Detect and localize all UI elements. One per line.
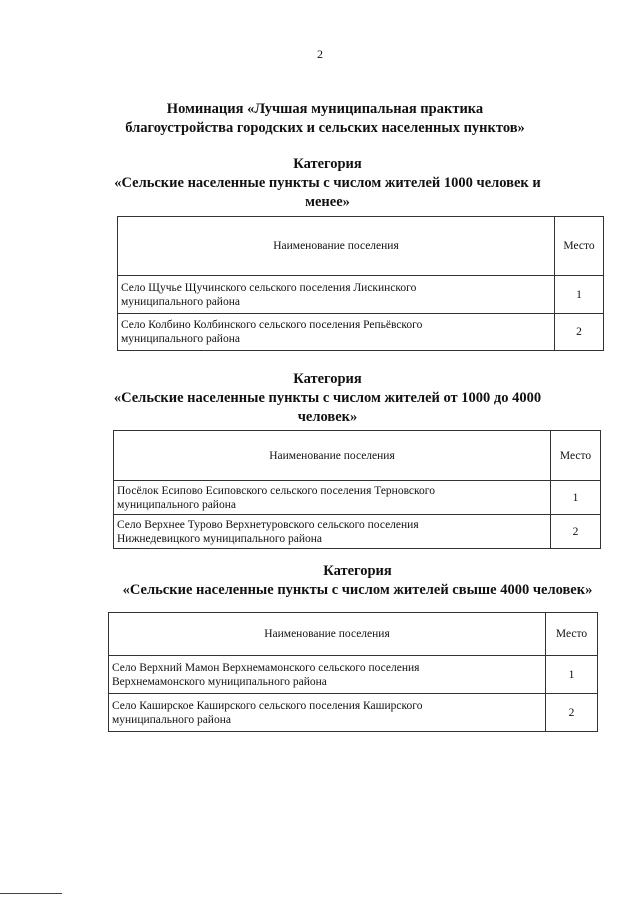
nomination-heading — [90, 100, 560, 138]
category-heading-1 — [95, 155, 560, 212]
settlement-name-cell — [109, 656, 546, 694]
place-cell: 1 — [555, 276, 604, 314]
category-title-line-2: человек» — [297, 409, 358, 425]
settlement-name-line-1: Посёлок Есипово Есиповского сельского поселения Терновского — [117, 484, 435, 497]
category-title-line-1: «Сельские населенные пункты с числом жителей свыше 4000 человек» — [122, 582, 593, 598]
settlement-name-cell — [114, 481, 551, 515]
place-cell: 2 — [551, 515, 601, 549]
category-heading-3 — [95, 562, 620, 600]
table-row — [114, 481, 601, 515]
settlement-name-line-2: Верхнемамонского муниципального района — [112, 675, 327, 688]
ranking-table-1 — [117, 216, 604, 351]
settlement-name-line-1: Село Колбино Колбинского сельского поселения Репьёвского — [121, 319, 423, 331]
place-cell: 2 — [546, 694, 598, 732]
ranking-table-2 — [113, 430, 601, 549]
settlement-name-cell — [114, 515, 551, 549]
header-name: Наименование поселения — [109, 613, 546, 656]
settlement-name-cell — [118, 314, 555, 351]
table-row — [118, 276, 604, 314]
place-cell: 1 — [551, 481, 601, 515]
category-heading-2 — [100, 370, 555, 427]
table-row — [109, 656, 598, 694]
settlement-name-line-1: Село Верхнее Турово Верхнетуровского сельского поселения — [117, 518, 419, 531]
page-number: 2 — [317, 47, 323, 61]
table-row — [118, 314, 604, 351]
settlement-name-cell — [109, 694, 546, 732]
settlement-name-line-2: Нижнедевицкого муниципального района — [117, 532, 322, 545]
category-title-line-1: «Сельские населенные пункты с числом жителей 1000 человек и — [114, 175, 541, 191]
header-name: Наименование поселения — [114, 431, 551, 481]
table-row — [109, 694, 598, 732]
table-row — [114, 515, 601, 549]
header-place: Место — [555, 217, 604, 276]
category-label: Категория — [293, 156, 362, 172]
ranking-table-3 — [108, 612, 598, 732]
nomination-line-1: Номинация «Лучшая муниципальная практика — [166, 101, 484, 117]
table-header-row — [109, 613, 598, 656]
settlement-name-line-1: Село Щучье Щучинского сельского поселения Лискинского — [121, 281, 417, 294]
settlement-name-cell — [118, 276, 555, 314]
category-label: Категория — [293, 371, 362, 387]
header-place: Место — [546, 613, 598, 656]
category-label: Категория — [323, 563, 392, 579]
footer-rule — [0, 893, 62, 894]
settlement-name-line-1: Село Верхний Мамон Верхнемамонского сельского поселения — [112, 661, 420, 674]
category-title-line-1: «Сельские населенные пункты с числом жителей от 1000 до 4000 — [113, 390, 542, 406]
header-name: Наименование поселения — [118, 217, 555, 276]
header-place: Место — [551, 431, 601, 481]
settlement-name-line-2: муниципального района — [117, 498, 236, 511]
settlement-name-line-2: муниципального района — [112, 713, 231, 726]
table-header-row — [114, 431, 601, 481]
settlement-name-line-1: Село Каширское Каширского сельского поселения Каширского — [112, 699, 423, 712]
category-title-line-2: менее» — [305, 194, 350, 210]
nomination-line-2: благоустройства городских и сельских населенных пунктов» — [125, 120, 525, 136]
table-header-row — [118, 217, 604, 276]
settlement-name-line-2: муниципального района — [121, 295, 240, 308]
place-cell: 1 — [546, 656, 598, 694]
place-cell: 2 — [555, 314, 604, 351]
settlement-name-line-2: муниципального района — [121, 333, 240, 345]
